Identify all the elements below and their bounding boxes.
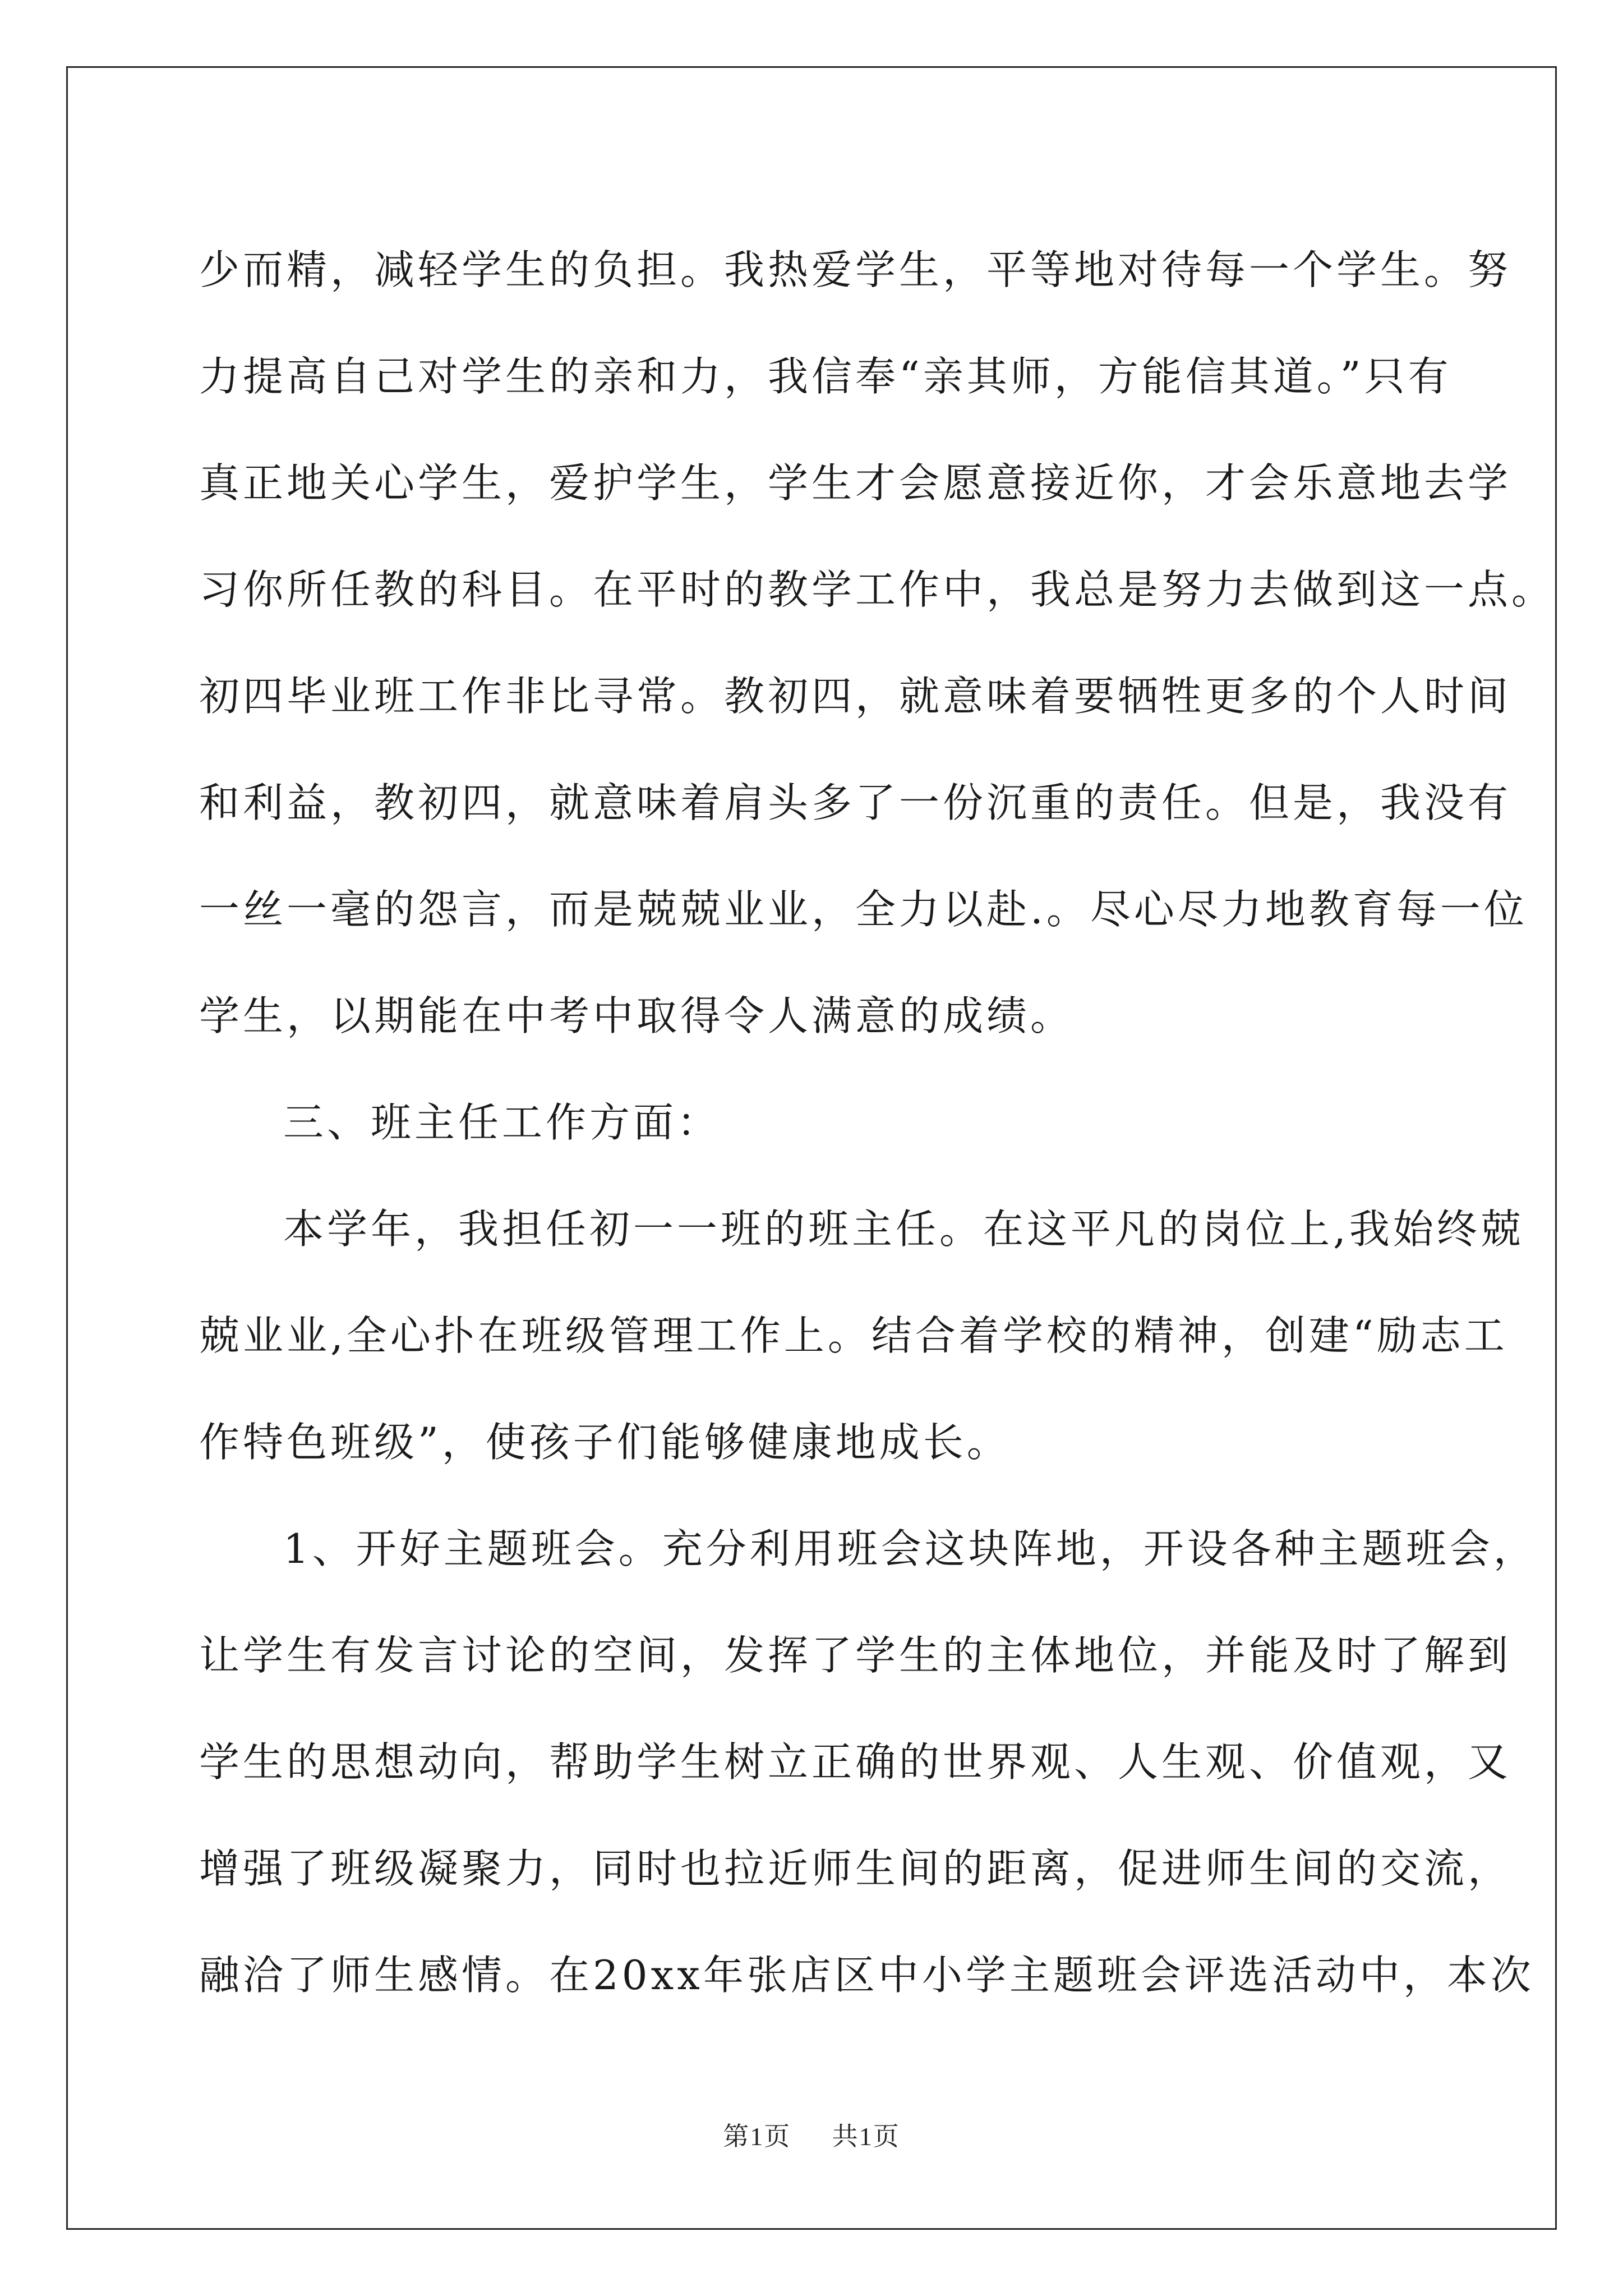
page-footer [0, 2116, 1623, 2153]
paragraph-start: 本学年，我担任初一一班的班主任。在这平凡的岗位上,我始终兢 [283, 1205, 1524, 1253]
text-line: 真正地关心学生，爱护学生，学生才会愿意接近你，才会乐意地去学 [199, 459, 1512, 507]
text-line: 增强了班级凝聚力，同时也拉近师生间的距离，促进师生间的交流， [199, 1845, 1512, 1892]
text-line: 力提高自己对学生的亲和力，我信奉“亲其师，方能信其道。”只有 [199, 353, 1452, 400]
text-line: 融洽了师生感情。在20xx年张店区中小学主题班会评选活动中，本次 [199, 1952, 1534, 1999]
page-total: 共1页 [832, 2122, 900, 2151]
text-line: 初四毕业班工作非比寻常。教初四，就意味着要牺牲更多的个人时间 [199, 673, 1512, 720]
text-line: 习你所任教的科目。在平时的教学工作中，我总是努力去做到这一点。 [199, 566, 1556, 613]
text-line: 让学生有发言讨论的空间，发挥了学生的主体地位，并能及时了解到 [199, 1632, 1512, 1679]
section-heading: 三、班主任工作方面： [283, 1099, 721, 1146]
text-line: 和利益，教初四，就意味着肩头多了一份沉重的责任。但是，我没有 [199, 779, 1512, 826]
paragraph-start: 1、开好主题班会。充分利用班会这块阵地，开设各种主题班会， [283, 1525, 1537, 1572]
text-line: 兢业业,全心扑在班级管理工作上。结合着学校的精神，创建“励志工 [199, 1312, 1508, 1359]
text-line: 学生的思想动向，帮助学生树立正确的世界观、人生观、价值观，又 [199, 1738, 1512, 1786]
text-line: 作特色班级”，使孩子们能够健康地成长。 [199, 1419, 1011, 1466]
text-line: 一丝一毫的怨言，而是兢兢业业，全力以赴.。尽心尽力地教育每一位 [199, 886, 1528, 933]
text-line: 少而精，减轻学生的负担。我热爱学生，平等地对待每一个学生。努 [199, 246, 1512, 293]
text-line: 学生，以期能在中考中取得令人满意的成绩。 [199, 992, 1075, 1039]
page-number: 第1页 [723, 2122, 791, 2151]
document-body [199, 213, 1556, 2025]
